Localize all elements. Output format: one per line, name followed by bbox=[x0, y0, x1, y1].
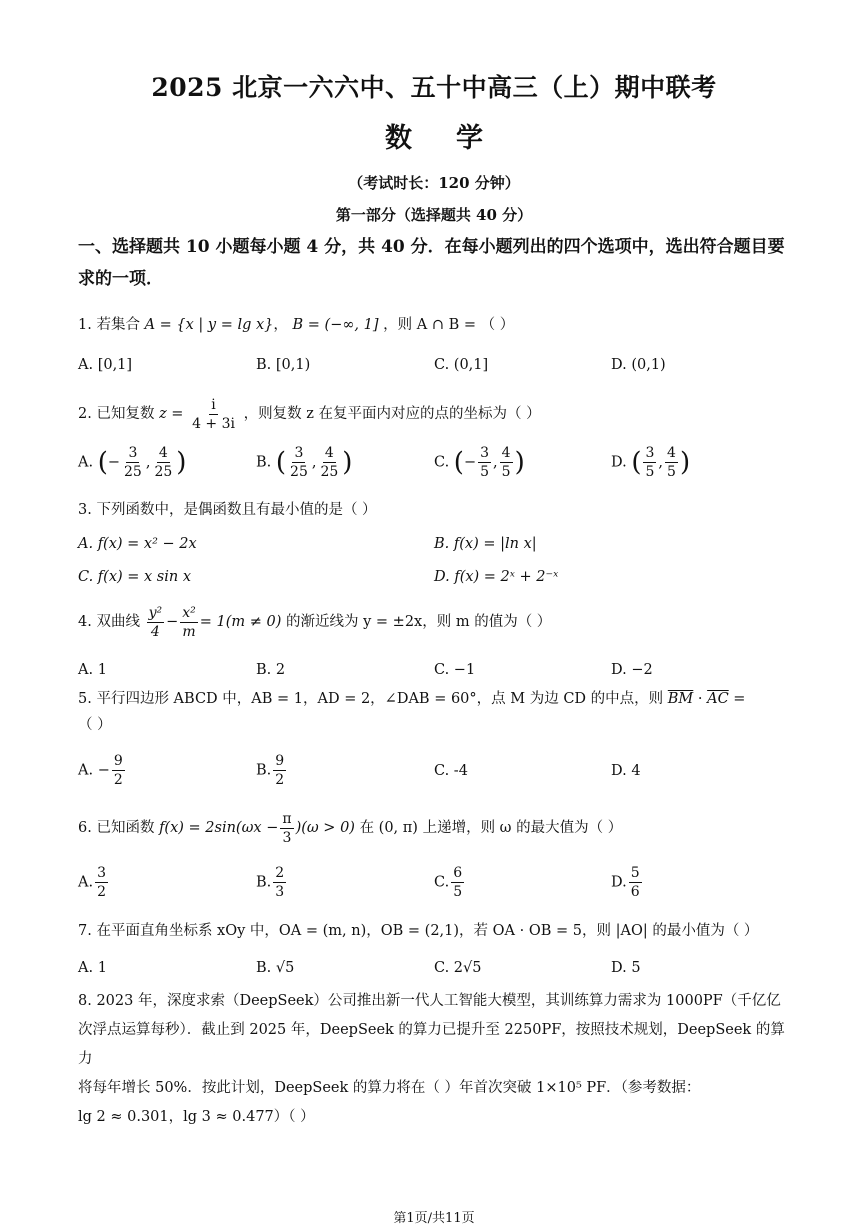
q6-b-num: 2 bbox=[275, 865, 285, 881]
q2-d-den2: 5 bbox=[667, 464, 676, 480]
q5-b-den: 2 bbox=[275, 772, 285, 788]
q4-f1-den: 4 bbox=[150, 623, 160, 640]
q1-suffix: ，则 A ∩ B = （ ） bbox=[383, 317, 515, 333]
q2-b-label: B. bbox=[256, 454, 272, 471]
q1-option-a: A. [0,1] bbox=[78, 357, 133, 373]
q6-option-d bbox=[611, 864, 644, 901]
q2-z: z = bbox=[159, 406, 184, 422]
q5-line2: （ ） bbox=[78, 717, 112, 733]
q4-option-b: B. 2 bbox=[256, 662, 286, 678]
q5-b-num: 9 bbox=[275, 753, 285, 769]
q4-f2-den: m bbox=[182, 623, 196, 640]
q4-option-c: C. −1 bbox=[434, 662, 476, 678]
question-4-stem bbox=[78, 600, 790, 644]
q8-line3: 将每年增长 50%．按此计划，DeepSeek 的算力将在（ ）年首次突破 1×10⁵ PF．（参考数据： bbox=[78, 1080, 701, 1096]
question-2-stem bbox=[78, 392, 790, 436]
q2-d-num1: 3 bbox=[645, 445, 655, 461]
q2-c-num1: 3 bbox=[480, 445, 490, 461]
q2-a-den1: 25 bbox=[124, 464, 142, 480]
q1-set-a: A = {x | y = lg x} bbox=[144, 317, 274, 333]
q6-a-den: 2 bbox=[97, 884, 107, 900]
q2-numerator: i bbox=[211, 396, 216, 413]
q6-expr-left: f(x) = 2sin(ωx − bbox=[159, 820, 279, 836]
question-1-stem: 1. 若集合 A = {x | y = lg x}， B = (−∞, 1] ，则 A ∩ B = （ ） bbox=[78, 317, 515, 333]
q1-option-b: B. [0,1) bbox=[256, 357, 311, 373]
q2-a-sign: − bbox=[107, 454, 121, 471]
q6-pi-over-3 bbox=[280, 810, 293, 847]
q4-minus: − bbox=[166, 614, 179, 630]
q5-option-d: D. 4 bbox=[611, 763, 641, 779]
part-heading: 第一部分（选择题共 40 分） bbox=[335, 206, 533, 224]
question-8-stem bbox=[78, 987, 790, 1132]
q2-c-den2: 5 bbox=[501, 464, 511, 480]
q2-prefix: 2. 已知复数 bbox=[78, 406, 155, 422]
q6-b-den: 3 bbox=[275, 884, 285, 900]
q5-a-label: A. − bbox=[78, 762, 110, 779]
q4-fraction-x bbox=[180, 604, 198, 641]
q7-option-b: B. √5 bbox=[256, 960, 295, 976]
question-7-stem: 7. 在平面直角坐标系 xOy 中，OA = (m, n)，OB = (2,1)，若 OA · OB = 5，则 |AO| 的最小值为（ ） bbox=[78, 923, 759, 939]
q2-denominator: 4 + 3i bbox=[192, 415, 236, 432]
q2-d-den1: 5 bbox=[645, 464, 655, 480]
q2-suffix: ，则复数 z 在复平面内对应的点的坐标为（ ） bbox=[243, 406, 541, 422]
q6-c-label: C. bbox=[434, 874, 450, 891]
q7-option-a: A. 1 bbox=[78, 960, 107, 976]
q2-d-label: D. bbox=[611, 454, 627, 471]
q2-b-num1: 3 bbox=[294, 445, 304, 461]
q6-c-num: 6 bbox=[453, 865, 463, 881]
q4-f2-num: x² bbox=[182, 604, 196, 621]
section-instructions: 一、选择题共 10 小题每小题 4 分，共 40 分．在每小题列出的四个选项中，选出符合题目要求的一项． bbox=[78, 237, 785, 289]
q2-a-num2: 4 bbox=[158, 445, 168, 461]
q2-b-den1: 25 bbox=[290, 464, 308, 480]
q2-b-den2: 25 bbox=[320, 464, 339, 480]
q6-option-b bbox=[256, 864, 288, 901]
q4-fraction-y bbox=[147, 604, 165, 641]
exam-duration: （考试时长：120 分钟） bbox=[348, 174, 520, 192]
q6-three: 3 bbox=[282, 829, 292, 846]
q6-prefix: 6. 已知函数 bbox=[78, 820, 155, 836]
question-3-stem: 3. 下列函数中，是偶函数且有最小值的是（ ） bbox=[78, 502, 377, 518]
question-6-stem bbox=[78, 806, 790, 850]
q3-option-d: D. f(x) = 2ˣ + 2⁻ˣ bbox=[434, 569, 559, 585]
q5-option-a bbox=[78, 752, 127, 789]
q2-fraction bbox=[190, 396, 237, 433]
q5-dot: · bbox=[693, 691, 708, 707]
q2-a-den2: 25 bbox=[154, 464, 173, 480]
q2-option-a: A. (− $\frac{3}{25}$ , $\frac{4}{25}$ ) bbox=[78, 445, 187, 480]
q5-a-den: 2 bbox=[113, 772, 123, 788]
q6-d-den: 6 bbox=[630, 884, 640, 900]
q6-pi: π bbox=[282, 810, 292, 827]
q4-prefix: 4. 双曲线 bbox=[78, 614, 140, 630]
q4-equation: = 1(m ≠ 0) bbox=[199, 614, 282, 630]
q1-option-c: C. (0,1] bbox=[434, 357, 489, 373]
q4-f1-num: y² bbox=[148, 604, 163, 621]
q2-option-c: C. (− $\frac{3}{5}$ , $\frac{4}{5}$ ) bbox=[434, 445, 525, 480]
q1-set-b: B = (−∞, 1] bbox=[292, 317, 379, 333]
question-5-stem bbox=[78, 686, 790, 738]
q5-option-b bbox=[256, 752, 288, 789]
q5-line1: 5. 平行四边形 ABCD 中，AB = 1，AD = 2，∠DAB = 60°，点 M 为边 CD 的中点，则 bbox=[78, 691, 664, 707]
page-number: 第1页/共11页 bbox=[393, 1211, 475, 1226]
q6-c-den: 5 bbox=[453, 884, 463, 900]
q1-prefix: 1. 若集合 bbox=[78, 317, 140, 333]
q5-equals: = bbox=[728, 691, 746, 707]
q2-c-sign: − bbox=[463, 454, 477, 471]
exam-title: 2025 北京一六六中、五十中高三（上）期中联考 bbox=[151, 73, 717, 102]
q5-vector-bm: $\overline{BM}$ bbox=[667, 691, 694, 707]
q3-option-a: A. f(x) = x² − 2x bbox=[78, 536, 197, 552]
q4-option-d: D. −2 bbox=[611, 662, 653, 678]
q6-option-c bbox=[434, 864, 466, 901]
q5-b-label: B. bbox=[256, 762, 272, 779]
q5-option-c: C. -4 bbox=[434, 763, 468, 779]
q2-option-d: D. ( $\frac{3}{5}$ , $\frac{4}{5}$ ) bbox=[611, 445, 691, 480]
q8-line1: 8. 2023 年，深度求索（DeepSeek）公司推出新一代人工智能大模型，其训练算力需求为 1000PF（千亿亿 bbox=[78, 993, 781, 1009]
q6-a-num: 3 bbox=[97, 865, 107, 881]
q6-expr-right: )(ω > 0) bbox=[295, 820, 355, 836]
q6-suffix: 在 (0, π) 上递增，则 ω 的最大值为（ ） bbox=[359, 820, 623, 836]
q6-b-label: B. bbox=[256, 874, 272, 891]
q2-a-label: A. bbox=[78, 454, 94, 471]
q6-option-a bbox=[78, 864, 110, 901]
q5-a-num: 9 bbox=[113, 753, 123, 769]
q1-option-d: D. (0,1) bbox=[611, 357, 666, 373]
q8-line2: 次浮点运算每秒）．截止到 2025 年，DeepSeek 的算力已提升至 2250PF，按照技术规划，DeepSeek 的算力 bbox=[78, 1022, 785, 1067]
q2-a-num1: 3 bbox=[128, 445, 138, 461]
q7-option-d: D. 5 bbox=[611, 960, 641, 976]
q3-option-c: C. f(x) = x sin x bbox=[78, 569, 192, 585]
q6-d-label: D. bbox=[611, 874, 627, 891]
q5-vector-ac: $\overline{AC}$ bbox=[707, 691, 729, 707]
q8-line4: lg 2 ≈ 0.301，lg 3 ≈ 0.477）（ ） bbox=[78, 1109, 315, 1125]
q3-option-b: B. f(x) = |ln x| bbox=[434, 536, 537, 552]
q2-d-num2: 4 bbox=[667, 445, 676, 461]
q2-c-label: C. bbox=[434, 454, 450, 471]
q6-d-num: 5 bbox=[630, 865, 640, 881]
q7-option-c: C. 2√5 bbox=[434, 960, 482, 976]
q2-b-num2: 4 bbox=[324, 445, 334, 461]
q6-a-label: A. bbox=[78, 874, 94, 891]
q2-option-b: B. ( $\frac{3}{25}$ , $\frac{4}{25}$ ) bbox=[256, 445, 353, 480]
q2-c-den1: 5 bbox=[480, 464, 490, 480]
q4-suffix: 的渐近线为 y = ±2x，则 m 的值为（ ） bbox=[286, 614, 552, 630]
q2-c-num2: 4 bbox=[501, 445, 511, 461]
q4-option-a: A. 1 bbox=[78, 662, 107, 678]
subject-heading: 数学 bbox=[385, 123, 527, 154]
